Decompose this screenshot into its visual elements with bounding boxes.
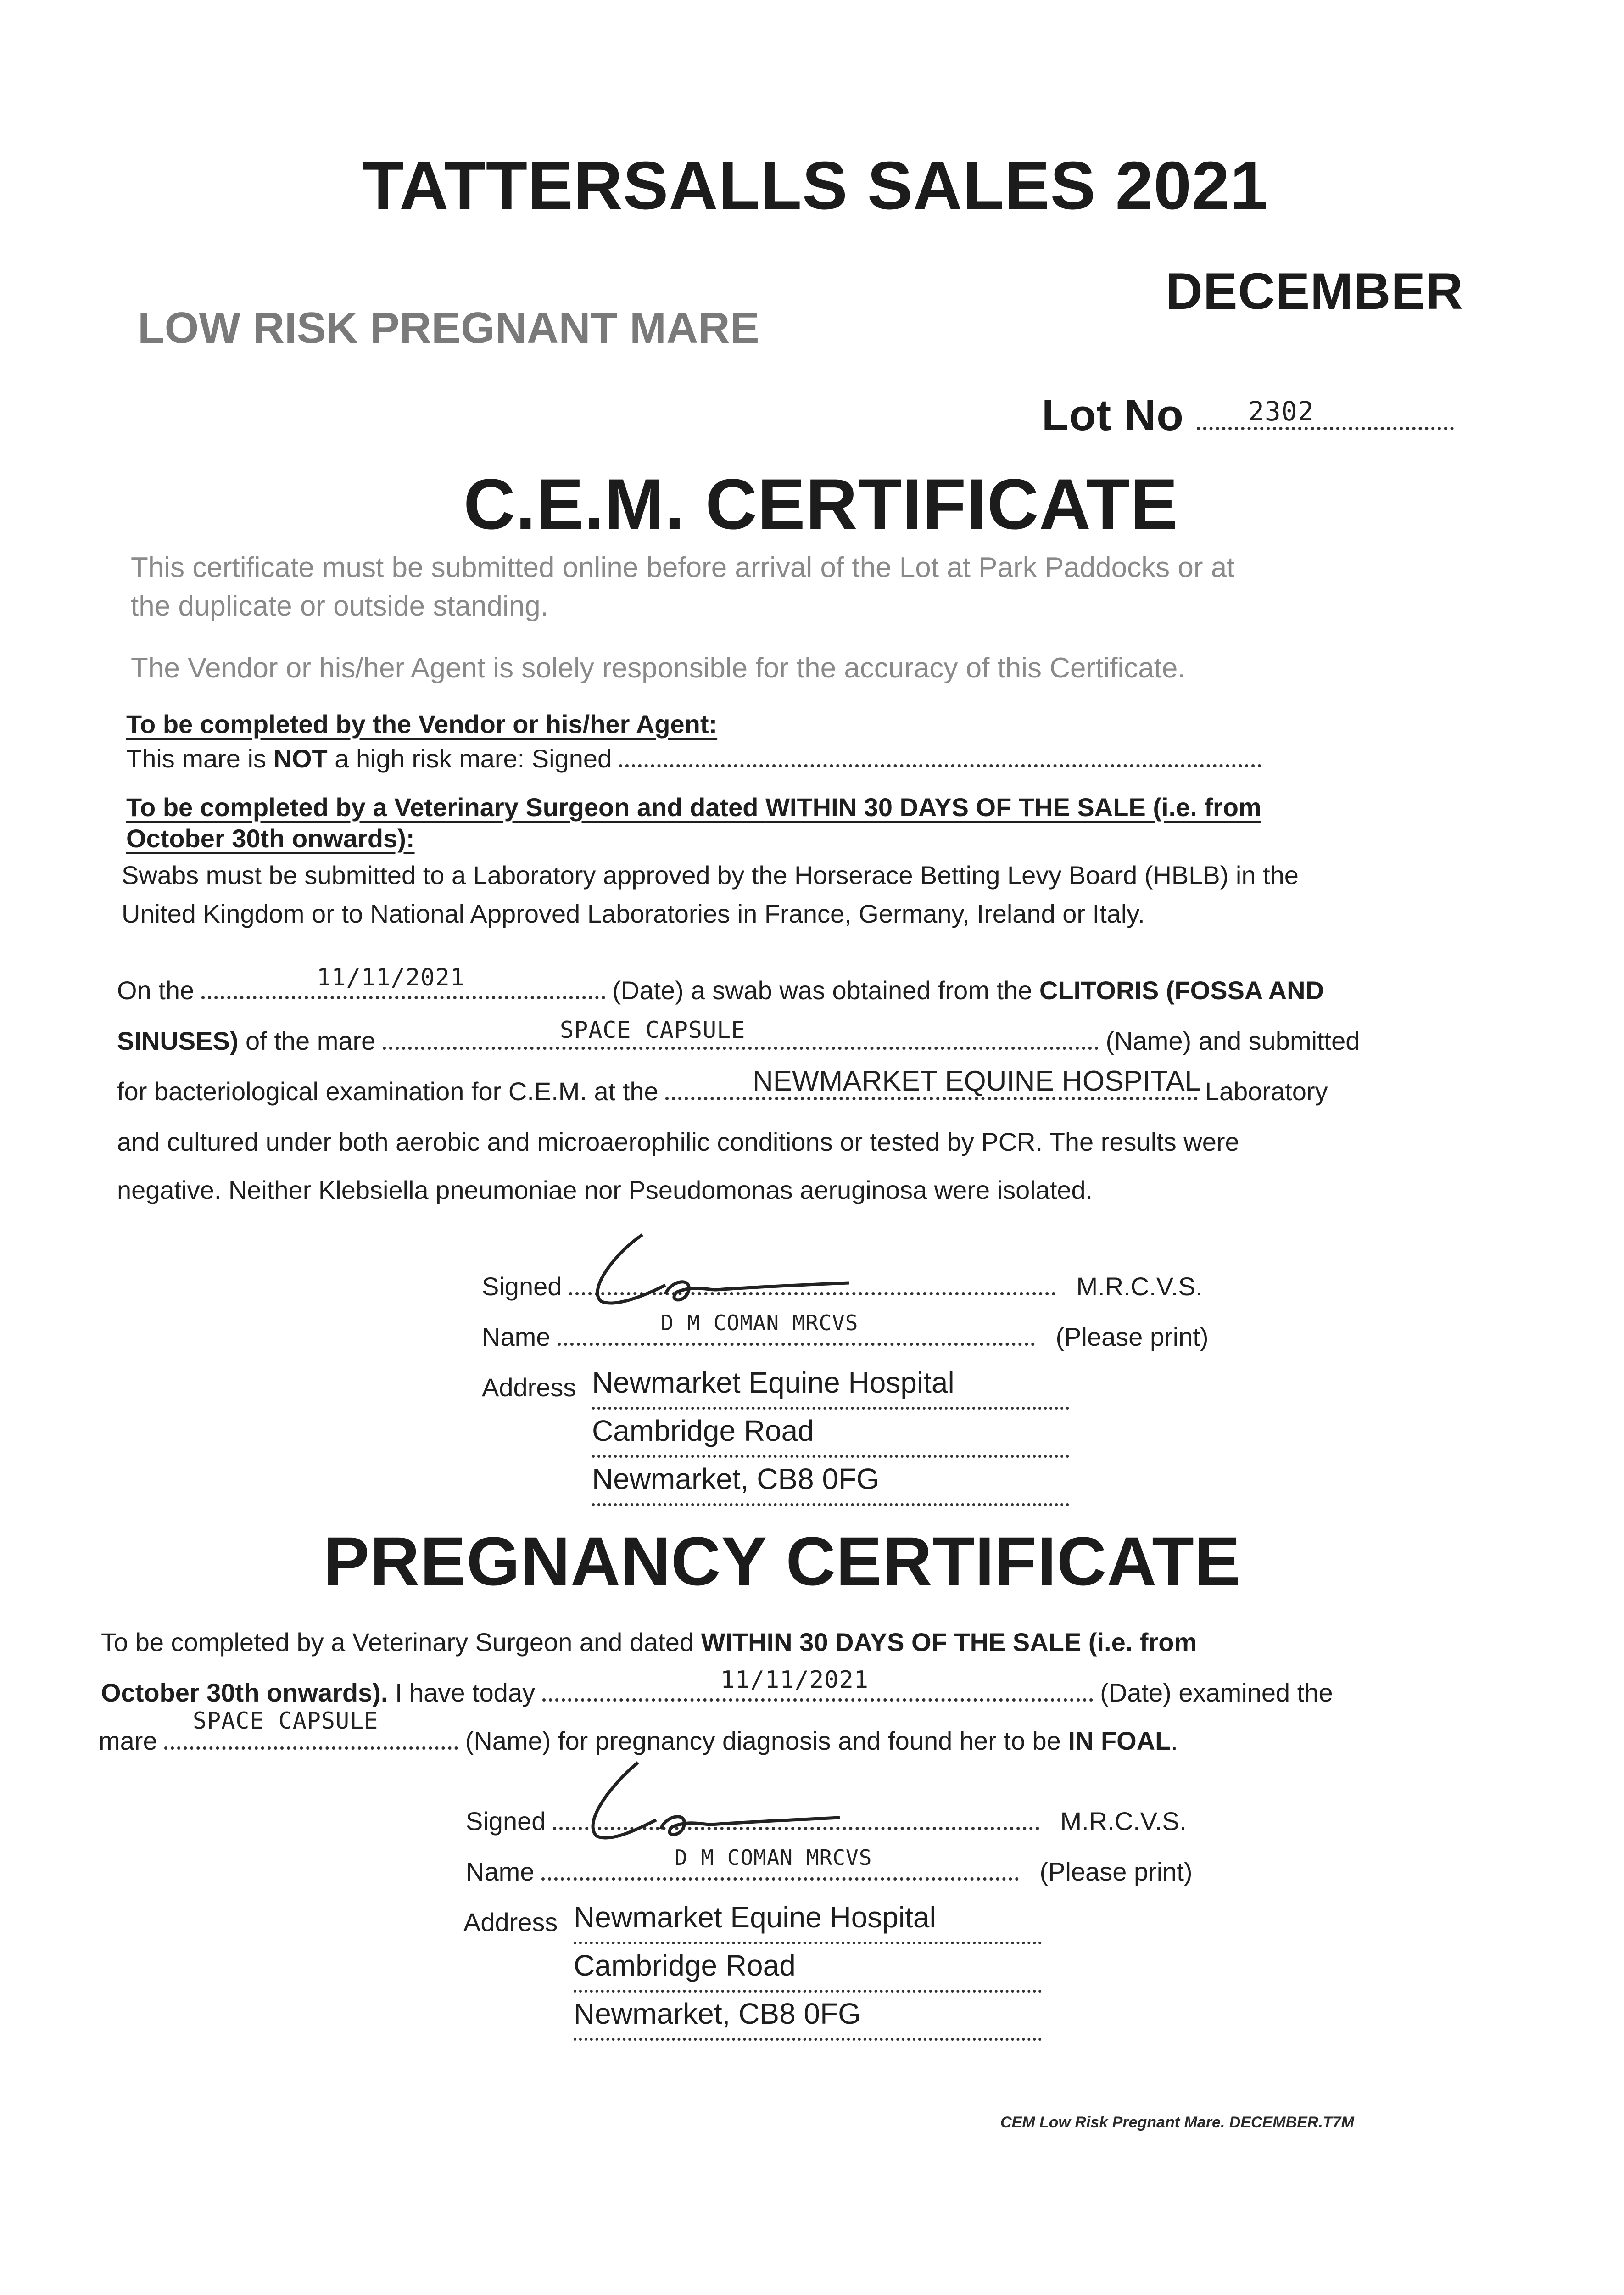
category-label: LOW RISK PREGNANT MARE (138, 303, 759, 353)
swab-date-value: 11/11/2021 (317, 964, 465, 991)
vendor-heading-text: To be completed by the Vendor or his/her Agent: (126, 710, 718, 739)
pregnancy-address-line-2: Cambridge Road (574, 1949, 796, 1982)
pregnancy-address-line-3: Newmarket, CB8 0FG (574, 1997, 861, 2030)
pregnancy-certificate-title: PREGNANCY CERTIFICATE (324, 1523, 1241, 1600)
vet-heading (126, 792, 1261, 854)
cem-address-line-2: Cambridge Road (592, 1414, 814, 1447)
document-title: TATTERSALLS SALES 2021 (363, 148, 1268, 224)
vet-heading-line-2: October 30th onwards): (126, 824, 415, 853)
cem-address-line-3: Newmarket, CB8 0FG (592, 1462, 879, 1495)
lot-number-value: 2302 (1248, 396, 1314, 427)
pregnancy-mrcvs: M.R.C.V.S. (1060, 1807, 1187, 1836)
pregnancy-name-label: Name (466, 1857, 535, 1886)
vendor-heading (126, 709, 717, 739)
sinuses-bold: SINUSES) (117, 1026, 239, 1055)
cem-name-value: D M COMAN MRCVS (661, 1310, 859, 1335)
submission-notice (131, 549, 1234, 626)
cem-signature (574, 1216, 867, 1308)
submission-notice-line-2: the duplicate or outside standing. (131, 590, 548, 622)
cem-name-label: Name (482, 1322, 551, 1351)
pregnancy-line-2: October 30th onwards). I have today (Date) examined the (101, 1678, 1333, 1707)
vendor-signature-line (619, 764, 1261, 767)
laboratory-value: NEWMARKET EQUINE HOSPITAL (753, 1065, 1201, 1097)
pregnancy-address-rule-1 (574, 1942, 1042, 1944)
swab-date-line (117, 975, 1324, 1005)
swab-date-text: (Date) a swab was obtained from the (612, 976, 1039, 1005)
vendor-signed-label: a high risk mare: Signed (327, 744, 612, 773)
pregnancy-please-print: (Please print) (1039, 1857, 1193, 1886)
swab-line-1: Swabs must be submitted to a Laboratory approved by the Horserace Betting Levy Board (HBLB) in the (122, 861, 1299, 890)
lot-label: Lot No (1042, 391, 1184, 440)
vendor-declaration (126, 744, 1261, 773)
mare-name-value: SPACE CAPSULE (560, 1017, 746, 1043)
vendor-not: NOT (273, 744, 328, 773)
pregnancy-line-3: mare (Name) for pregnancy diagnosis and found her to be IN FOAL. (99, 1726, 1178, 1755)
vendor-text: This mare is (126, 744, 273, 773)
pregnancy-date-value: 11/11/2021 (720, 1666, 869, 1694)
swab-instructions (122, 856, 1299, 933)
pregnancy-address-line-1: Newmarket Equine Hospital (574, 1901, 936, 1934)
cem-address-label: Address (482, 1373, 576, 1402)
cultured-line: and cultured under both aerobic and microaerophilic conditions or tested by PCR. The results were (117, 1127, 1239, 1156)
pregnancy-address-rule-3 (574, 2038, 1042, 2041)
for-bact-text: for bacteriological examination for C.E.M. at the (117, 1077, 659, 1106)
examined-text: (Date) examined the (1100, 1678, 1333, 1707)
laboratory-label: Laboratory (1205, 1077, 1328, 1106)
pregnancy-line-1: To be completed by a Veterinary Surgeon and dated WITHIN 30 DAYS OF THE SALE (i.e. from (101, 1628, 1197, 1657)
cem-certificate-title: C.E.M. CERTIFICATE (463, 465, 1178, 544)
pregnancy-signature (564, 1744, 858, 1845)
clitoris-bold: CLITORIS (FOSSA AND (1039, 976, 1324, 1005)
form-code: CEM Low Risk Pregnant Mare. DECEMBER.T7M (1000, 2114, 1354, 2131)
lot-number-label (1042, 390, 1454, 441)
cem-address-rule-1 (592, 1407, 1069, 1410)
pregnancy-mare-value: SPACE CAPSULE (193, 1707, 379, 1734)
negative-line: negative. Neither Klebsiella pneumoniae nor Pseudomonas aeruginosa were isolated. (117, 1175, 1093, 1204)
swab-line-2: United Kingdom or to National Approved Laboratories in France, Germany, Ireland or Italy. (122, 899, 1145, 928)
on-the-label: On the (117, 976, 195, 1005)
cem-please-print: (Please print) (1055, 1322, 1209, 1351)
cem-signed-label: Signed (482, 1272, 562, 1301)
pregnancy-address-rule-2 (574, 1990, 1042, 1993)
cem-address-rule-2 (592, 1455, 1069, 1458)
submission-notice-line-1: This certificate must be submitted online before arrival of the Lot at Park Paddocks or at (131, 552, 1235, 583)
pregnancy-name-value: D M COMAN MRCVS (675, 1845, 872, 1870)
pregnancy-signed-label: Signed (466, 1807, 546, 1836)
sale-month: DECEMBER (1166, 263, 1463, 320)
cem-address-rule-3 (592, 1503, 1069, 1506)
responsibility-notice: The Vendor or his/her Agent is solely responsible for the accuracy of this Certificate. (131, 652, 1186, 684)
vet-heading-line-1: To be completed by a Veterinary Surgeon and dated WITHIN 30 DAYS OF THE SALE (i.e. from (126, 793, 1261, 822)
cem-mrcvs: M.R.C.V.S. (1076, 1272, 1203, 1301)
pregnancy-address-label: Address (463, 1908, 558, 1937)
name-submitted: (Name) and submitted (1105, 1026, 1360, 1055)
cem-address-line-1: Newmarket Equine Hospital (592, 1366, 954, 1399)
of-the-mare: of the mare (238, 1026, 376, 1055)
